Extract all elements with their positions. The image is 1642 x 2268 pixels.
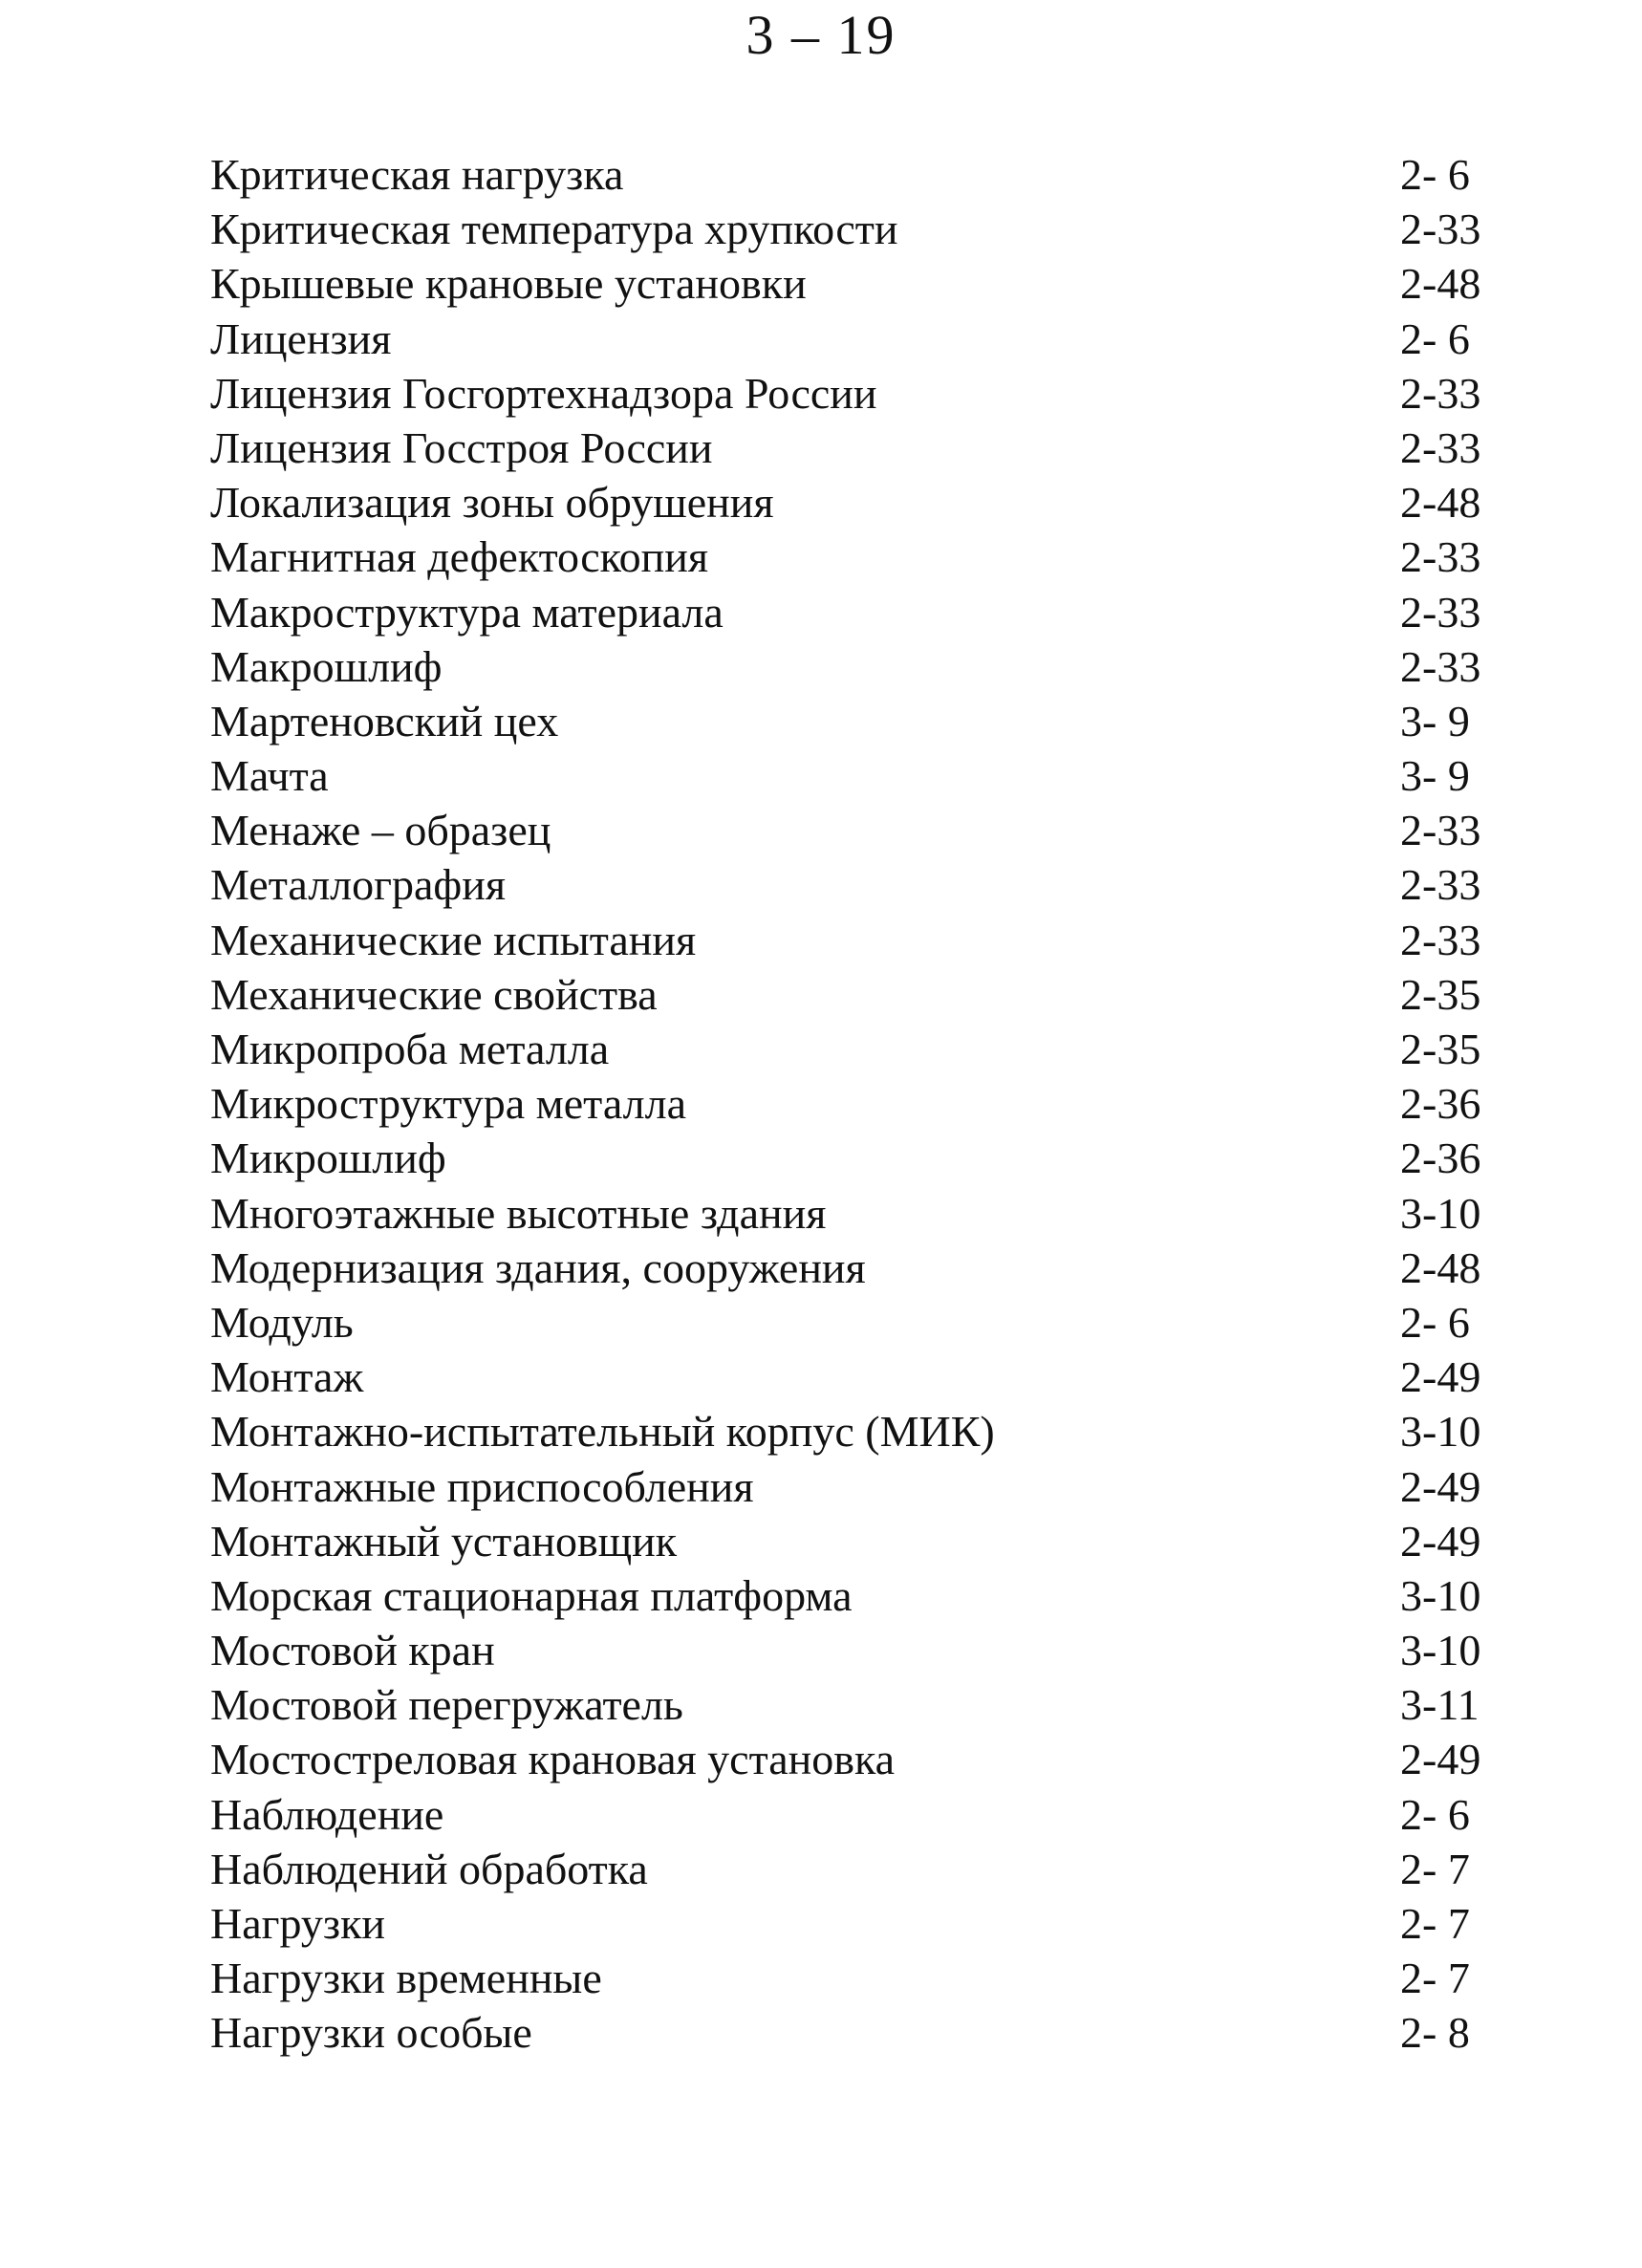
index-entry bbox=[210, 147, 1501, 202]
entry-term: Монтажный установщик bbox=[210, 1516, 678, 1566]
entry-term: Мостостреловая крановая установка bbox=[210, 1735, 896, 1784]
entry-page-ref: 2-33 bbox=[1400, 806, 1481, 855]
index-entry bbox=[210, 529, 1501, 584]
entry-page-ref: 2- 6 bbox=[1400, 313, 1470, 363]
index-entry bbox=[210, 2005, 1501, 2060]
index-list bbox=[210, 147, 1501, 2061]
entry-page-ref: 2-33 bbox=[1400, 368, 1481, 418]
entry-page-ref: 3-11 bbox=[1400, 1680, 1480, 1730]
entry-page-ref: 2-48 bbox=[1400, 478, 1481, 528]
entry-term: Макроструктура материала bbox=[210, 587, 724, 637]
entry-term: Мостовой перегружатель bbox=[210, 1680, 683, 1730]
entry-term: Монтажные приспособления bbox=[210, 1461, 754, 1511]
index-entry bbox=[210, 1951, 1501, 2005]
entry-page-ref: 2-33 bbox=[1400, 860, 1481, 910]
index-entry bbox=[210, 1514, 1501, 1568]
entry-page-ref: 2-36 bbox=[1400, 1079, 1481, 1129]
entry-term: Монтажно-испытательный корпус (МИК) bbox=[210, 1407, 995, 1457]
entry-term: Магнитная дефектоскопия bbox=[210, 532, 709, 582]
entry-page-ref: 2- 6 bbox=[1400, 150, 1470, 199]
entry-page-ref: 2-49 bbox=[1400, 1461, 1481, 1511]
index-entry bbox=[210, 312, 1501, 366]
entry-term: Модуль bbox=[210, 1297, 354, 1347]
entry-term: Менаже – образец bbox=[210, 806, 551, 855]
index-entry bbox=[210, 585, 1501, 639]
index-entry bbox=[210, 803, 1501, 857]
entry-page-ref: 3-10 bbox=[1400, 1407, 1481, 1457]
entry-term: Критическая нагрузка bbox=[210, 150, 624, 199]
index-entry bbox=[210, 366, 1501, 421]
entry-term: Механические свойства bbox=[210, 969, 658, 1019]
entry-page-ref: 2- 7 bbox=[1400, 1954, 1470, 2003]
entry-term: Нагрузки особые bbox=[210, 2008, 532, 2058]
index-entry bbox=[210, 1732, 1501, 1786]
entry-term: Локализация зоны обрушения bbox=[210, 478, 774, 528]
entry-page-ref: 2-48 bbox=[1400, 1242, 1481, 1292]
entry-term: Лицензия Госстроя России bbox=[210, 422, 713, 472]
entry-term: Морская стационарная платформа bbox=[210, 1570, 853, 1620]
entry-term: Нагрузки временные bbox=[210, 1954, 602, 2003]
entry-page-ref: 2- 7 bbox=[1400, 1899, 1470, 1948]
entry-term: Лицензия Госгортехнадзора России bbox=[210, 368, 877, 418]
entry-term: Мостовой кран bbox=[210, 1626, 495, 1675]
entry-page-ref: 2-48 bbox=[1400, 259, 1481, 309]
index-entry bbox=[210, 1022, 1501, 1076]
index-entry bbox=[210, 1568, 1501, 1623]
entry-page-ref: 2- 8 bbox=[1400, 2008, 1470, 2058]
page-number: 3 – 19 bbox=[745, 4, 897, 66]
entry-page-ref: 2-49 bbox=[1400, 1352, 1481, 1402]
index-entry bbox=[210, 694, 1501, 748]
entry-page-ref: 2-33 bbox=[1400, 587, 1481, 637]
index-entry bbox=[210, 1787, 1501, 1842]
index-entry bbox=[210, 639, 1501, 694]
entry-page-ref: 2-33 bbox=[1400, 915, 1481, 964]
entry-page-ref: 3-10 bbox=[1400, 1188, 1481, 1238]
entry-page-ref: 2- 6 bbox=[1400, 1297, 1470, 1347]
index-entry bbox=[210, 1076, 1501, 1131]
entry-term: Критическая температура хрупкости bbox=[210, 205, 898, 254]
index-entry bbox=[210, 1842, 1501, 1896]
entry-page-ref: 3-10 bbox=[1400, 1626, 1481, 1675]
entry-term: Макрошлиф bbox=[210, 641, 443, 691]
entry-page-ref: 2- 7 bbox=[1400, 1844, 1470, 1893]
index-entry bbox=[210, 1896, 1501, 1951]
index-entry bbox=[210, 1241, 1501, 1295]
index-entry bbox=[210, 1186, 1501, 1241]
index-entry bbox=[210, 967, 1501, 1022]
entry-page-ref: 2-33 bbox=[1400, 422, 1481, 472]
entry-page-ref: 2-49 bbox=[1400, 1735, 1481, 1784]
entry-page-ref: 2-33 bbox=[1400, 641, 1481, 691]
index-entry bbox=[210, 1131, 1501, 1185]
index-entry bbox=[210, 1459, 1501, 1514]
entry-page-ref: 2- 6 bbox=[1400, 1789, 1470, 1839]
entry-term: Микроструктура металла bbox=[210, 1079, 686, 1129]
entry-term: Модернизация здания, сооружения bbox=[210, 1242, 866, 1292]
entry-page-ref: 3- 9 bbox=[1400, 751, 1470, 801]
entry-term: Наблюдений обработка bbox=[210, 1844, 648, 1893]
entry-page-ref: 3- 9 bbox=[1400, 696, 1470, 745]
index-entry bbox=[210, 1404, 1501, 1458]
entry-page-ref: 2-33 bbox=[1400, 532, 1481, 582]
entry-term: Лицензия bbox=[210, 313, 392, 363]
entry-term: Микрошлиф bbox=[210, 1134, 446, 1183]
entry-page-ref: 2-49 bbox=[1400, 1516, 1481, 1566]
entry-term: Мачта bbox=[210, 751, 329, 801]
index-entry bbox=[210, 475, 1501, 529]
index-entry bbox=[210, 748, 1501, 803]
entry-page-ref: 2-35 bbox=[1400, 1025, 1481, 1073]
index-entry bbox=[210, 1623, 1501, 1677]
entry-term: Нагрузки bbox=[210, 1899, 386, 1948]
index-entry bbox=[210, 1677, 1501, 1732]
index-entry bbox=[210, 256, 1501, 311]
index-entry bbox=[210, 1295, 1501, 1350]
index-entry bbox=[210, 421, 1501, 475]
entry-page-ref: 2-33 bbox=[1400, 205, 1481, 254]
entry-page-ref: 3-10 bbox=[1400, 1570, 1481, 1620]
index-entry bbox=[210, 913, 1501, 967]
entry-term: Механические испытания bbox=[210, 915, 697, 964]
entry-term: Металлография bbox=[210, 860, 506, 910]
entry-page-ref: 2-36 bbox=[1400, 1134, 1481, 1183]
entry-term: Мартеновский цех bbox=[210, 696, 559, 745]
entry-term: Многоэтажные высотные здания bbox=[210, 1188, 827, 1238]
entry-term: Микропроба металла bbox=[210, 1025, 610, 1073]
entry-term: Крышевые крановые установки bbox=[210, 259, 807, 309]
entry-page-ref: 2-35 bbox=[1400, 969, 1481, 1019]
index-entry bbox=[210, 1350, 1501, 1404]
index-entry bbox=[210, 857, 1501, 912]
index-entry bbox=[210, 202, 1501, 256]
entry-term: Монтаж bbox=[210, 1352, 364, 1402]
entry-term: Наблюдение bbox=[210, 1789, 444, 1839]
